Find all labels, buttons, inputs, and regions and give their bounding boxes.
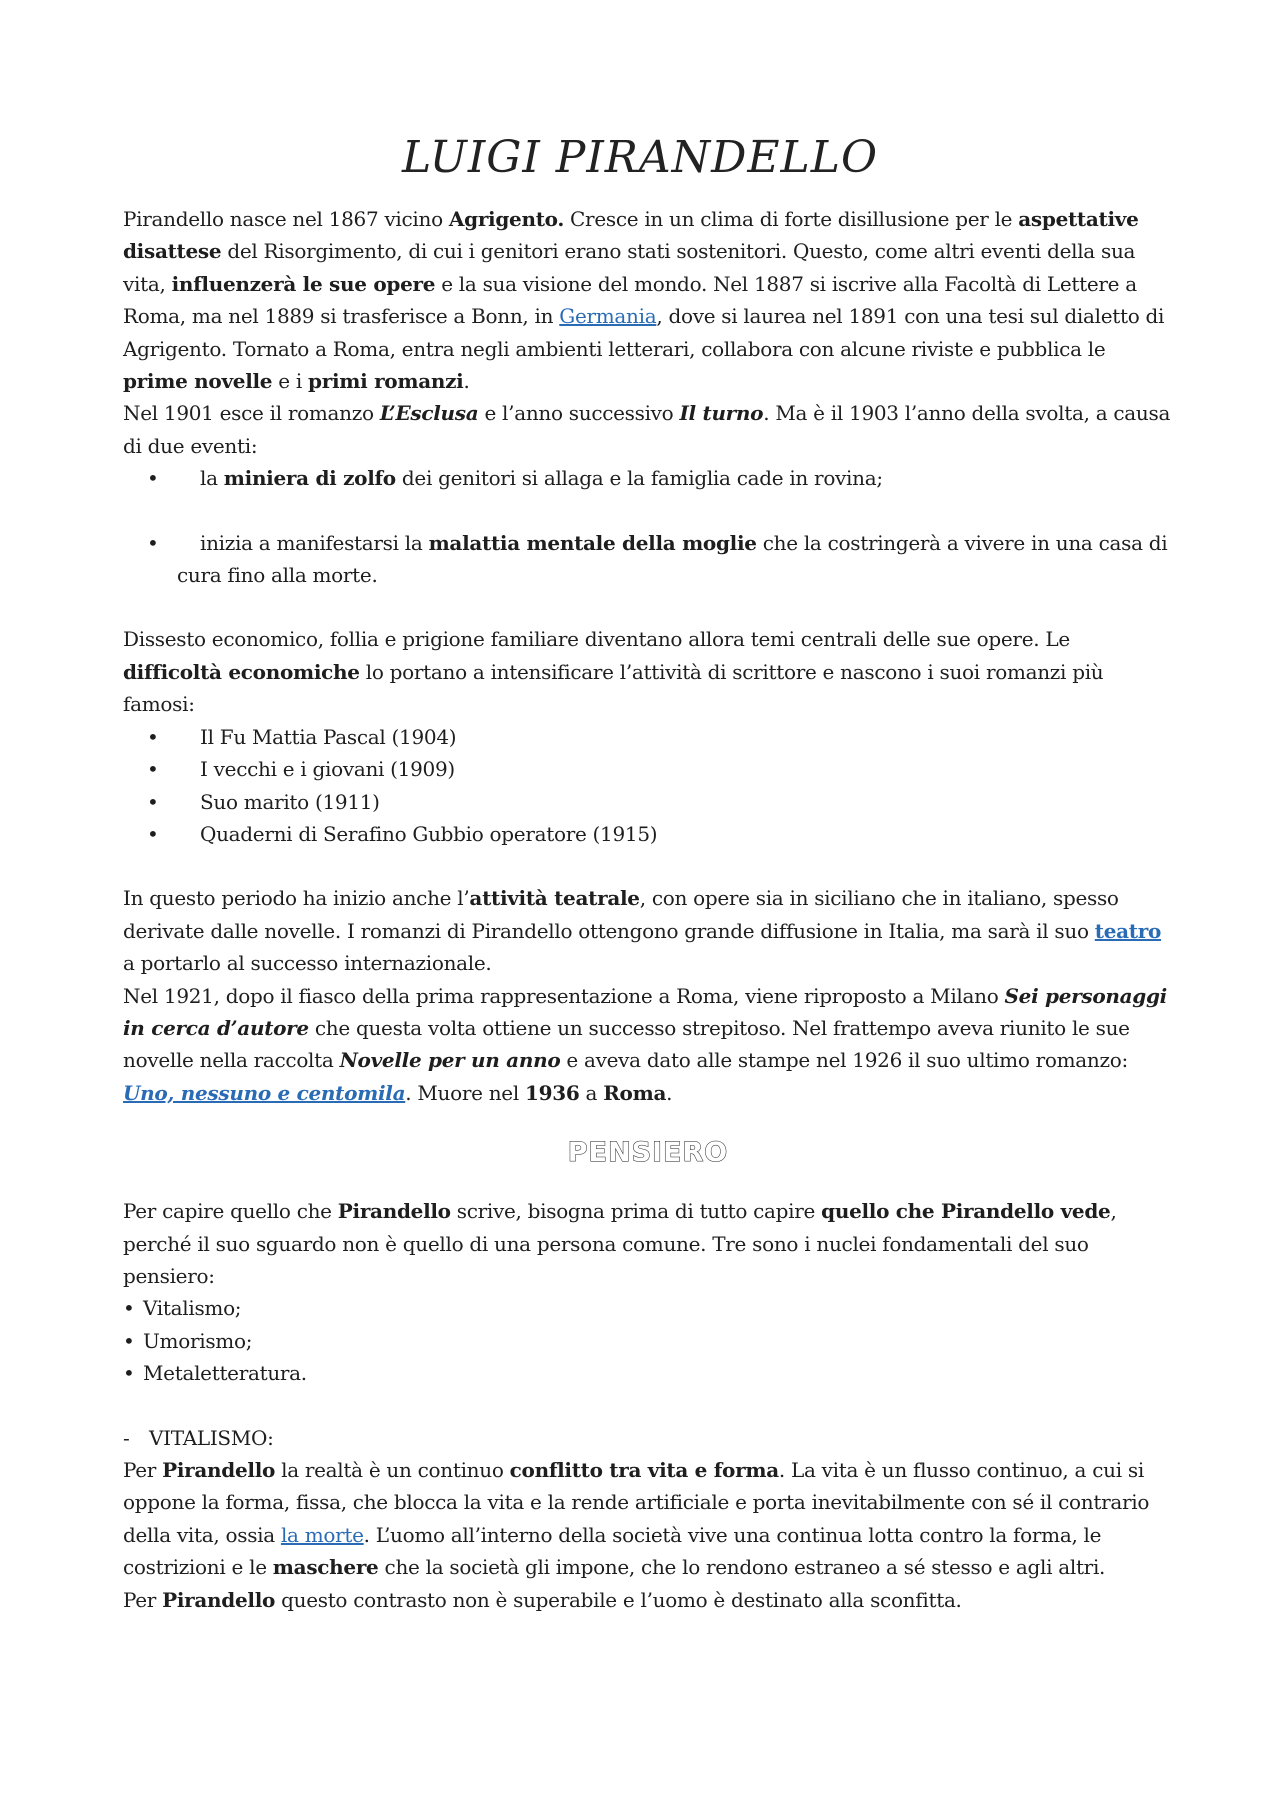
- spacer: [123, 1390, 1173, 1422]
- bold-text: Pirandello: [337, 1199, 451, 1224]
- text: Per: [123, 1458, 163, 1482]
- bold-text: influenzerà le sue opere: [171, 271, 436, 296]
- bio-paragraph-1: [123, 203, 1173, 397]
- text: . Ma è il 1903 l’anno della svolta, a causa di due eventi:: [123, 401, 1171, 458]
- bold-text: prime novelle: [123, 369, 273, 394]
- bullet-icon: •: [147, 757, 159, 782]
- subheading-vitalismo: [123, 1422, 1173, 1454]
- nuclei-list: [123, 1292, 1173, 1389]
- bold-text: Pirandello: [162, 1587, 276, 1612]
- la-morte-link[interactable]: la morte: [280, 1522, 364, 1547]
- text: e aveva dato alle stampe nel 1926 il suo ultimo romanzo:: [560, 1048, 1128, 1073]
- text: . L’uomo all’interno della società vive una continua lotta contro la forma, le costrizioni e le: [123, 1522, 1102, 1580]
- spacer: [123, 850, 1173, 882]
- novel-title: Quaderni di Serafino Gubbio operatore (1915): [200, 821, 658, 846]
- text: . La vita è un flusso continuo, a cui si oppone la forma, fissa, che blocca la vita e la rende artificiale e porta inevitabilmente con sé il contrario della vita, ossia: [123, 1458, 1150, 1547]
- text: Per capire quello che: [123, 1199, 338, 1224]
- list-item: [123, 1357, 1173, 1389]
- vitalismo-paragraph-2: [123, 1584, 1173, 1616]
- text: che la società gli impone, che lo rendono estraneo a sé stesso e agli altri.: [378, 1555, 1106, 1580]
- list-item: [123, 721, 1173, 753]
- text: , con opere sia in siciliano che in italiano, spesso derivate dalle novelle. I romanzi di Pirandello ottengono grande diffusione in Italia, ma sarà il suo: [123, 886, 1119, 943]
- text: Per: [123, 1587, 163, 1612]
- bullet-icon: •: [123, 1328, 135, 1353]
- teatro-link[interactable]: teatro: [1094, 918, 1162, 943]
- vitalismo-paragraph-1: [123, 1454, 1173, 1584]
- text: scrive, bisogna prima di tutto capire: [450, 1199, 822, 1224]
- bullet-icon: •: [123, 1361, 135, 1386]
- bold-text: malattia mentale della moglie: [428, 530, 757, 555]
- novel-title: I vecchi e i giovani (1909): [200, 757, 455, 782]
- work-title: L’Esclusa: [379, 401, 479, 426]
- text: e l’anno successivo: [478, 401, 680, 426]
- novel-title: Suo marito (1911): [200, 789, 380, 814]
- text: lo portano a intensificare l’attività di scrittore e nascono i suoi romanzi più famosi:: [123, 659, 1104, 717]
- subheading-label: VITALISMO:: [149, 1425, 274, 1450]
- bullet-icon: •: [147, 821, 159, 846]
- novel-title: Il Fu Mattia Pascal (1904): [200, 724, 457, 749]
- bullet-icon: •: [147, 724, 159, 749]
- germania-link[interactable]: Germania: [559, 304, 657, 329]
- work-title: Sei personaggi in cerca d’autore: [123, 983, 1167, 1040]
- text: Cresce in un clima di forte disillusione per le: [564, 207, 1019, 231]
- text: la realtà è un continuo: [275, 1458, 510, 1482]
- text: , dove si laurea nel 1891 con una tesi sul dialetto di Agrigento. Tornato a Roma, entra negli ambienti letterari, collabora con alcune riviste e pubblica le: [123, 304, 1165, 361]
- bold-text: 1936: [525, 1080, 580, 1105]
- work-title: Il turno: [679, 401, 764, 426]
- text: . Muore nel: [405, 1080, 525, 1105]
- bold-text: conflitto tra vita e forma: [509, 1458, 779, 1482]
- bold-text: difficoltà economiche: [123, 659, 360, 684]
- nucleus-label: Umorismo;: [143, 1328, 253, 1353]
- nucleus-label: Vitalismo;: [143, 1296, 242, 1321]
- bullet-icon: •: [147, 530, 159, 555]
- bold-text: aspettative disattese: [123, 207, 1139, 264]
- bold-text: attività teatrale: [469, 886, 640, 911]
- text: a: [579, 1080, 604, 1105]
- list-item: [123, 462, 1173, 494]
- work-title: Novelle per un anno: [339, 1048, 561, 1073]
- bio-paragraph-4: [123, 882, 1173, 979]
- text: Dissesto economico, follia e prigione familiare diventano allora temi centrali delle sue opere. Le: [123, 627, 1070, 652]
- text: Nel 1901 esce il romanzo: [123, 401, 380, 426]
- list-item: [123, 1292, 1173, 1324]
- text: , perché il suo sguardo non è quello di una persona comune. Tre sono i nuclei fondamentali del suo pensiero:: [123, 1199, 1117, 1288]
- spacer: [123, 495, 1173, 527]
- bullet-icon: •: [123, 1296, 135, 1321]
- bold-text: Roma: [603, 1080, 667, 1105]
- bold-text: Pirandello: [162, 1458, 276, 1482]
- text: del Risorgimento, di cui i genitori erano stati sostenitori. Questo, come altri eventi della sua vita,: [123, 239, 1136, 296]
- document-body: [123, 203, 1173, 1616]
- text: Nel 1921, dopo il fiasco della prima rappresentazione a Roma, viene riproposto a Milano: [123, 983, 1005, 1008]
- pensiero-paragraph: [123, 1195, 1173, 1292]
- text: .: [666, 1080, 673, 1105]
- uno-nessuno-link[interactable]: Uno, nessuno e centomila: [123, 1080, 406, 1105]
- section-heading-pensiero: PENSIERO: [567, 1137, 729, 1169]
- nucleus-label: Metaletteratura.: [143, 1361, 307, 1386]
- text: a portarlo al successo internazionale.: [123, 951, 492, 976]
- bold-text: miniera di zolfo: [223, 466, 396, 491]
- bio-paragraph-2: [123, 397, 1173, 462]
- list-item: [123, 786, 1173, 818]
- list-item: [123, 818, 1173, 850]
- bold-text: Agrigento.: [448, 207, 564, 231]
- bullet-icon: •: [147, 789, 159, 814]
- list-item: [123, 527, 1173, 592]
- text: inizia a manifestarsi la: [200, 530, 429, 555]
- list-item: [123, 1325, 1173, 1357]
- novels-list: [123, 721, 1173, 851]
- bio-paragraph-3: [123, 623, 1173, 720]
- text: In questo periodo ha inizio anche l’: [123, 886, 470, 911]
- text: .: [463, 369, 470, 394]
- bullet-icon: •: [147, 466, 159, 491]
- spacer: [123, 591, 1173, 623]
- text: e la sua visione del mondo. Nel 1887 si iscrive alla Facoltà di Lettere a Roma, ma nel 1889 si trasferisce a Bonn, in: [123, 271, 1137, 329]
- text: la: [200, 466, 224, 491]
- events-list: [123, 462, 1173, 494]
- text: che la costringerà a vivere in una casa di cura fino alla morte.: [177, 530, 1168, 588]
- document-title: LUIGI PIRANDELLO: [401, 132, 879, 183]
- text: e i: [272, 369, 309, 394]
- text: che questa volta ottiene un successo strepitoso. Nel frattempo aveva riunito le sue novelle nella raccolta: [123, 1015, 1130, 1073]
- text: dei genitori si allaga e la famiglia cade in rovina;: [395, 466, 883, 491]
- list-item: [123, 753, 1173, 785]
- text: Pirandello nasce nel 1867 vicino: [123, 207, 449, 231]
- text: questo contrasto non è superabile e l’uomo è destinato alla sconfitta.: [275, 1587, 962, 1612]
- bold-text: maschere: [272, 1555, 379, 1580]
- bio-paragraph-5: [123, 980, 1173, 1110]
- dash-icon: -: [123, 1425, 130, 1450]
- bold-text: primi romanzi: [308, 369, 464, 394]
- events-list-continued: [123, 527, 1173, 592]
- bold-text: quello che Pirandello vede: [821, 1199, 1111, 1224]
